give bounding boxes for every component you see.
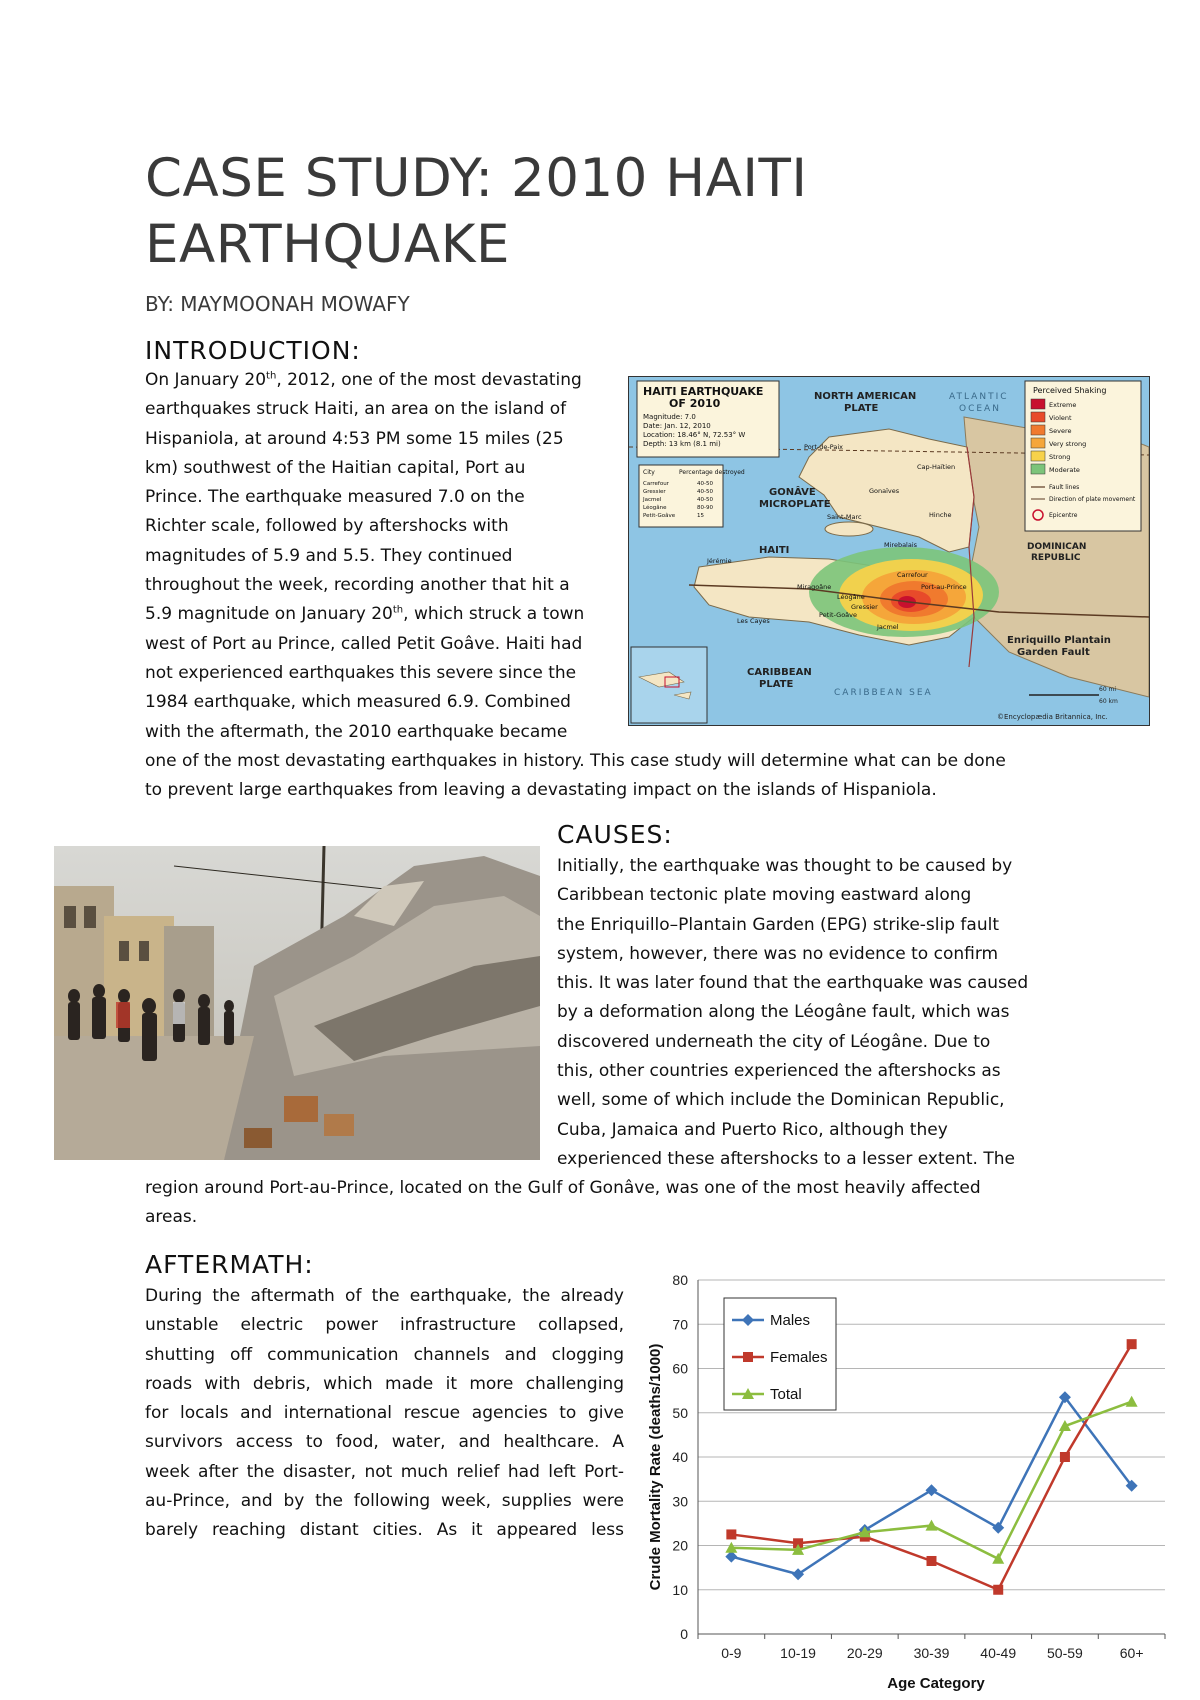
legend-label: Males bbox=[770, 1312, 811, 1329]
legend-label: Violent bbox=[1049, 414, 1072, 422]
map-info-line: Magnitude: 7.0 bbox=[643, 413, 696, 421]
aftermath-line: barely reaching distant cities. As it appeared less bbox=[145, 1520, 624, 1541]
svg-text:Petit-Goâve: Petit-Goâve bbox=[643, 513, 676, 519]
label-gonave-microplate: GONÂVE bbox=[769, 487, 816, 498]
intro-line: Hispaniola, at around 4:53 PM some 15 miles (25 bbox=[145, 428, 564, 449]
label-fault: Enriquillo Plantain bbox=[1007, 635, 1111, 646]
intro-line: Richter scale, followed by aftershocks with bbox=[145, 516, 509, 537]
svg-text:Gonaïves: Gonaïves bbox=[869, 487, 900, 495]
legend-swatch bbox=[1031, 425, 1045, 435]
city-table-header: Percentage destroyed bbox=[679, 469, 745, 476]
intro-line: earthquakes struck Haiti, an area on the island of bbox=[145, 399, 567, 420]
svg-text:Les Cayes: Les Cayes bbox=[737, 617, 770, 625]
legend-title: Perceived Shaking bbox=[1033, 386, 1107, 395]
data-point-males bbox=[926, 1484, 938, 1496]
x-tick-label: 40-49 bbox=[980, 1645, 1017, 1661]
causes-line: system, however, there was no evidence to confirm bbox=[557, 943, 999, 964]
causes-line: well, some of which include the Dominican Republic, bbox=[557, 1090, 1005, 1111]
aftermath-line: week after the disaster, not much relief had left Port- bbox=[145, 1461, 624, 1482]
data-point-total bbox=[992, 1553, 1004, 1564]
page-title bbox=[145, 146, 945, 278]
causes-text bbox=[557, 852, 1077, 1174]
svg-text:Léogâne: Léogâne bbox=[643, 505, 667, 511]
causes-line: the Enriquillo–Plantain Garden (EPG) strike-slip fault bbox=[557, 914, 999, 935]
data-point-females bbox=[726, 1529, 736, 1539]
label-caribbean-sea: CARIBBEAN SEA bbox=[834, 688, 933, 698]
causes-heading: CAUSES: bbox=[557, 820, 673, 849]
svg-text:Miragoâne: Miragoâne bbox=[797, 583, 832, 591]
aftermath-line: au-Prince, and by the following week, supplies were bbox=[145, 1491, 624, 1512]
causes-line: region around Port-au-Prince, located on the Gulf of Gonâve, was one of the most heavily affected bbox=[145, 1178, 981, 1198]
title-line-1: CASE STUDY: 2010 HAITI bbox=[145, 148, 808, 209]
aftermath-line: roads with debris, which made it more challenging bbox=[145, 1373, 624, 1394]
map-title-1: HAITI EARTHQUAKE bbox=[643, 385, 764, 398]
aftermath-line: shutting off communication channels and clogging bbox=[145, 1344, 624, 1365]
legend-label: Very strong bbox=[1049, 440, 1087, 448]
svg-text:REPUBLIC: REPUBLIC bbox=[1031, 553, 1081, 563]
x-tick-label: 0-9 bbox=[721, 1645, 742, 1661]
svg-text:Mirebalais: Mirebalais bbox=[884, 541, 918, 549]
legend-swatch bbox=[1031, 412, 1045, 422]
data-point-females bbox=[1060, 1452, 1070, 1462]
svg-text:Jérémie: Jérémie bbox=[707, 557, 732, 565]
x-tick-label: 10-19 bbox=[780, 1645, 816, 1661]
legend-label: Extreme bbox=[1049, 401, 1077, 409]
svg-text:80-90: 80-90 bbox=[697, 505, 713, 511]
legend-label: Strong bbox=[1049, 453, 1071, 461]
svg-text:Jacmel: Jacmel bbox=[877, 623, 899, 631]
causes-line: this. It was later found that the earthquake was caused bbox=[557, 973, 1029, 994]
x-tick-label: 20-29 bbox=[846, 1645, 883, 1661]
mortality-chart bbox=[640, 1270, 1175, 1696]
svg-text:60 mi: 60 mi bbox=[1099, 686, 1117, 693]
svg-text:Jacmel: Jacmel bbox=[643, 497, 662, 503]
data-point-males bbox=[992, 1522, 1004, 1534]
y-tick-label: 20 bbox=[672, 1537, 688, 1554]
svg-text:Hinche: Hinche bbox=[929, 511, 952, 519]
aftermath-line: unstable electric power infrastructure collapsed, bbox=[145, 1315, 624, 1336]
intro-line: one of the most devastating earthquakes in history. This case study will determine what can be done bbox=[145, 751, 1006, 771]
city-table-header: City bbox=[643, 469, 655, 476]
causes-line: Caribbean tectonic plate moving eastward along bbox=[557, 885, 972, 906]
svg-text:40-50: 40-50 bbox=[697, 497, 713, 503]
intro-line: to prevent large earthquakes from leaving a devastating impact on the islands of Hispaniola. bbox=[145, 780, 937, 801]
y-tick-label: 70 bbox=[672, 1316, 688, 1333]
y-tick-label: 10 bbox=[672, 1581, 688, 1598]
y-tick-label: 60 bbox=[672, 1360, 688, 1377]
map-title-2: OF 2010 bbox=[669, 397, 721, 410]
x-tick-label: 30-39 bbox=[913, 1645, 950, 1661]
svg-text:MICROPLATE: MICROPLATE bbox=[759, 499, 831, 510]
causes-line: areas. bbox=[145, 1207, 198, 1228]
intro-line: magnitudes of 5.9 and 5.5. They continued bbox=[145, 545, 513, 566]
intro-line: with the aftermath, the 2010 earthquake became bbox=[145, 721, 568, 742]
label-north-american-plate: NORTH AMERICAN bbox=[814, 391, 917, 402]
data-point-females bbox=[993, 1585, 1003, 1595]
label-atlantic-ocean: ATLANTIC bbox=[949, 392, 1009, 402]
svg-text:Garden Fault: Garden Fault bbox=[1017, 647, 1090, 658]
y-axis-label: Crude Mortality Rate (deaths/1000) bbox=[647, 1343, 664, 1591]
svg-text:PLATE: PLATE bbox=[844, 403, 879, 414]
haiti-earthquake-map bbox=[628, 376, 1150, 726]
aftermath-line: During the aftermath of the earthquake, the already bbox=[145, 1286, 624, 1306]
causes-line: Initially, the earthquake was thought to be caused by bbox=[557, 856, 1013, 876]
label-haiti: HAITI bbox=[759, 545, 790, 556]
aftermath-text bbox=[145, 1282, 624, 1546]
aftermath-line: for locals and international rescue agencies to give bbox=[145, 1403, 624, 1424]
legend-label: Total bbox=[770, 1386, 802, 1403]
causes-line: experienced these aftershocks to a lesser extent. The bbox=[557, 1148, 1015, 1169]
causes-line: by a deformation along the Léogâne fault, which was bbox=[557, 1002, 1010, 1023]
svg-text:PLATE: PLATE bbox=[759, 679, 794, 690]
svg-text:Carrefour: Carrefour bbox=[897, 571, 928, 579]
svg-text:Epicentre: Epicentre bbox=[1049, 512, 1078, 519]
introduction-heading: INTRODUCTION: bbox=[145, 336, 361, 365]
svg-text:Port-de-Paix: Port-de-Paix bbox=[804, 443, 843, 451]
data-point-females bbox=[1127, 1339, 1137, 1349]
intro-line: throughout the week, recording another that hit a bbox=[145, 575, 570, 596]
y-tick-label: 80 bbox=[672, 1272, 688, 1288]
legend-swatch bbox=[1031, 399, 1045, 409]
introduction-text-continued bbox=[145, 747, 1085, 806]
legend-marker bbox=[743, 1352, 753, 1362]
x-tick-label: 50-59 bbox=[1047, 1645, 1083, 1661]
svg-text:Carrefour: Carrefour bbox=[643, 481, 669, 487]
legend-swatch bbox=[1031, 451, 1045, 461]
aftermath-line: survivors access to food, water, and healthcare. A bbox=[145, 1432, 624, 1453]
legend-label: Moderate bbox=[1049, 466, 1080, 474]
svg-text:Petit-Goâve: Petit-Goâve bbox=[819, 611, 858, 619]
causes-line: this, other countries experienced the aftershocks as bbox=[557, 1061, 1001, 1082]
introduction-text bbox=[145, 366, 615, 747]
svg-text:Léogâne: Léogâne bbox=[837, 593, 865, 601]
svg-text:15: 15 bbox=[697, 513, 704, 519]
legend-label: Severe bbox=[1049, 427, 1072, 435]
svg-text:40-50: 40-50 bbox=[697, 481, 713, 487]
svg-text:Fault lines: Fault lines bbox=[1049, 484, 1080, 491]
svg-text:Gressier: Gressier bbox=[643, 489, 666, 495]
y-tick-label: 40 bbox=[672, 1449, 688, 1465]
svg-text:OCEAN: OCEAN bbox=[959, 404, 1001, 414]
svg-text:60 km: 60 km bbox=[1099, 698, 1118, 705]
intro-line: km) southwest of the Haitian capital, Port au bbox=[145, 457, 526, 478]
map-info-line: Date: Jan. 12, 2010 bbox=[643, 422, 711, 430]
map-copyright: ©Encyclopædia Britannica, Inc. bbox=[997, 713, 1108, 721]
svg-text:Saint-Marc: Saint-Marc bbox=[827, 513, 862, 521]
svg-text:Port-au-Prince: Port-au-Prince bbox=[921, 583, 967, 591]
svg-text:Cap-Haïtien: Cap-Haïtien bbox=[917, 463, 956, 471]
legend-swatch bbox=[1031, 464, 1045, 474]
data-point-females bbox=[927, 1556, 937, 1566]
series-line-total bbox=[731, 1402, 1131, 1559]
byline: BY: MAYMOONAH MOWAFY bbox=[145, 292, 410, 316]
x-axis-label: Age Category bbox=[887, 1675, 985, 1692]
aftermath-heading: AFTERMATH: bbox=[145, 1250, 314, 1279]
data-point-total bbox=[1126, 1396, 1138, 1407]
intro-line: On January 20th, 2012, one of the most devastating bbox=[145, 370, 582, 390]
y-tick-label: 50 bbox=[672, 1404, 688, 1421]
map-info-line: Depth: 13 km (8.1 mi) bbox=[643, 440, 721, 448]
title-line-2: EARTHQUAKE bbox=[145, 214, 510, 275]
svg-text:Direction of plate movement: Direction of plate movement bbox=[1049, 496, 1136, 503]
y-tick-label: 0 bbox=[680, 1626, 688, 1642]
svg-text:Gressier: Gressier bbox=[851, 603, 878, 611]
y-tick-label: 30 bbox=[672, 1493, 688, 1510]
intro-line: 1984 earthquake, which measured 6.9. Combined bbox=[145, 692, 571, 713]
x-tick-label: 60+ bbox=[1119, 1645, 1144, 1661]
svg-text:40-50: 40-50 bbox=[697, 489, 713, 495]
intro-line: 5.9 magnitude on January 20th, which struck a town bbox=[145, 604, 585, 625]
label-caribbean-plate: CARIBBEAN bbox=[747, 667, 812, 678]
legend-swatch bbox=[1031, 438, 1045, 448]
intro-line: not experienced earthquakes this severe since the bbox=[145, 662, 577, 683]
causes-text-continued bbox=[145, 1174, 1085, 1233]
label-dominican-republic: DOMINICAN bbox=[1027, 542, 1087, 552]
intro-line: west of Port au Prince, called Petit Goâve. Haiti had bbox=[145, 633, 583, 654]
causes-line: Cuba, Jamaica and Puerto Rico, although they bbox=[557, 1119, 948, 1140]
legend-label: Females bbox=[770, 1349, 828, 1366]
intro-line: Prince. The earthquake measured 7.0 on the bbox=[145, 487, 525, 508]
causes-line: discovered underneath the city of Léogâne. Due to bbox=[557, 1031, 991, 1052]
earthquake-rubble-photo bbox=[54, 846, 540, 1160]
map-info-line: Location: 18.46° N, 72.53° W bbox=[643, 431, 746, 439]
